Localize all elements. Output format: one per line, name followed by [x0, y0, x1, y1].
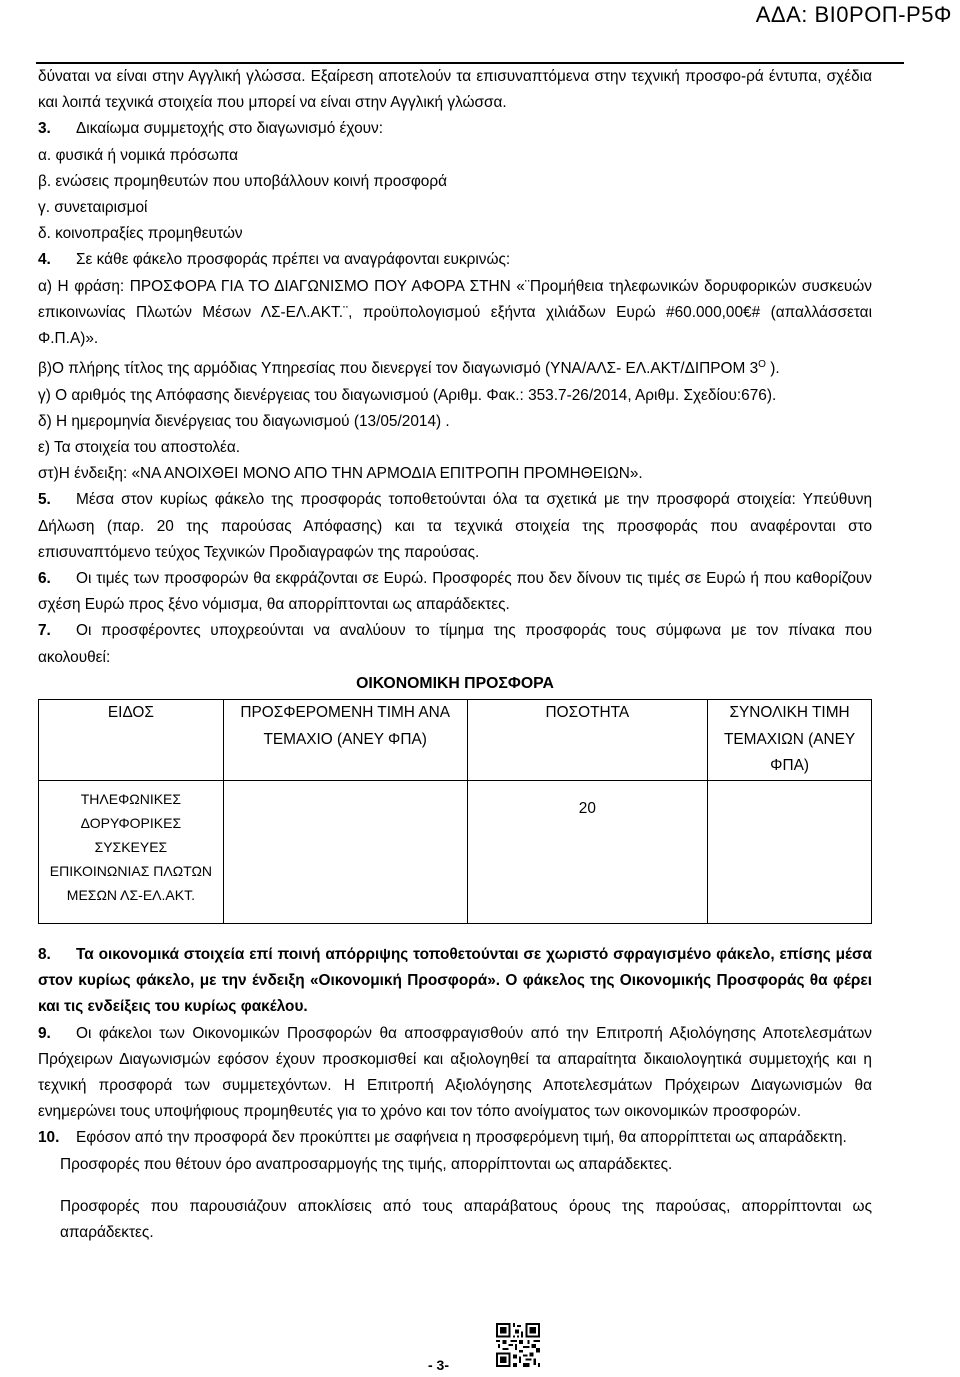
section-5: 5. Μέσα στον κυρίως φάκελο της προσφοράς τοποθετούνται όλα τα σχετικά με την προσφορά στοιχεία: Υπεύθυνη Δήλωση (παρ. 20 της παρούσας Απόφασης) και τα τεχνικά στοιχεία της προσφοράς που αναφέρονται στο επισυναπτόμενο τεύχος Τεχνικών Προδιαγραφών της παρούσας.	[38, 491, 872, 561]
section-10: 10. Εφόσον από την προσφορά δεν προκύπτει με σαφήνεια η προσφερόμενη τιμή, θα απορρίπτεται ως απαράδεκτη.	[38, 1129, 847, 1147]
section-3-item: α. φυσικά ή νομικά πρόσωπα	[38, 146, 239, 164]
section-4-e: ε) Τα στοιχεία του αποστολέα.	[38, 438, 241, 456]
section-3-item: δ. κοινοπραξίες προμηθευτών	[38, 225, 243, 243]
section-9: 9. Οι φάκελοι των Οικονομικών Προσφορών θα αποσφραγισθούν από την Επιτροπή Αξιολόγησης Αποτελεσμάτων Πρόχειρων Διαγωνισμών εφόσον έχουν προσκομισθεί και αξιολογηθεί τα απαραίτητα δικαιολογητικά συμμετοχής και η τεχνική προσφορά των συμμετεχόντων. Η Επιτροπή Αξιολόγησης Αποτελεσμάτων Πρόχειρων Διαγωνισμών θα ενημερώνει τους υποψήφιους προμηθευτές για το χρόνο και τον τόπο ανοίγματος των οικονομικών προσφορών.	[38, 1024, 872, 1121]
document-body	[38, 64, 872, 1246]
qr-code-icon	[496, 1323, 540, 1367]
section-7: 7. Οι προσφέροντες υποχρεούνται να αναλύουν το τίμημα της προσφοράς τους σύμφωνα με τον πίνακα που ακολουθεί:	[38, 622, 872, 666]
ada-header: ΑΔΑ: ΒΙ0ΡΟΠ-Ρ5Φ	[755, 2, 952, 27]
product-cell: ΤΗΛΕΦΩΝΙΚΕΣ ΔΟΡΥΦΟΡΙΚΕΣ ΣΥΣΚΕΥΕΣ ΕΠΙΚΟΙΝΩΝΙΑΣ ΠΛΩΤΩΝ ΜΕΣΩΝ ΛΣ-ΕΛ.ΑΚΤ.	[39, 781, 224, 924]
section-3-item: β. ενώσεις προμηθευτών που υποβάλλουν κοινή προσφορά	[38, 172, 448, 190]
section-4-a: α) Η φράση: ΠΡΟΣΦΟΡΑ ΓΙΑ ΤΟ ΔΙΑΓΩΝΙΣΜΟ ΠΟΥ ΑΦΟΡΑ ΣΤΗΝ «¨Προμήθεια τηλεφωνικών δορυφορικών συσκευών επικοινωνίας Πλωτών Μέσων ΛΣ-ΕΛ.ΑΚΤ.¨, προϋπολογισμού εξήντα χιλιάδων Ευρώ #60.000,00€# (απαλλάσσεται Φ.Π.Α)».	[38, 277, 872, 348]
section-4-b: β)Ο πλήρης τίτλος της αρμόδιας Υπηρεσίας που διενεργεί τον διαγωνισμό (ΥΝΑ/ΑΛΣ- ΕΛ.ΑΚΤ/ΔΙΠΡΟΜ $3^O$ ).	[38, 359, 780, 378]
section-8: 8. Τα οικονομικά στοιχεία επί ποινή απόρριψης τοποθετούνται σε χωριστό σφραγισμένο φάκελο, επίσης μέσα στον κυρίως φάκελο, με την ένδειξη «Οικονομική Προσφορά». Ο φάκελος της Οικονομικής Προσφοράς θα φέρει και τις ενδείξεις του κυρίως φακέλου.	[38, 946, 872, 1016]
table-row	[39, 781, 872, 924]
section-3-heading: 3. Δικαίωμα συμμετοχής στο διαγωνισμό έχουν:	[38, 120, 384, 138]
col-header: ΠΟΣΟΤΗΤΑ	[467, 700, 708, 781]
offer-table	[38, 699, 872, 924]
col-header: ΠΡΟΣΦΕΡΟΜΕΝΗ ΤΙΜΗ ΑΝΑ ΤΕΜΑΧΙΟ (ΑΝΕΥ ΦΠΑ)	[223, 700, 467, 781]
total-cell	[708, 781, 872, 924]
col-header: ΣΥΝΟΛΙΚΗ ΤΙΜΗ ΤΕΜΑΧΙΩΝ (ΑΝΕΥ ΦΠΑ)	[708, 700, 872, 781]
section-4-st: στ)Η ένδειξη: «ΝΑ ΑΝΟΙΧΘΕΙ ΜΟΝΟ ΑΠΟ ΤΗΝ ΑΡΜΟΔΙΑ ΕΠΙΤΡΟΠΗ ΠΡΟΜΗΘΕΙΩΝ».	[38, 465, 643, 483]
section-4-heading: 4. Σε κάθε φάκελο προσφοράς πρέπει να αναγράφονται ευκρινώς:	[38, 251, 511, 269]
section-3-item: γ. συνεταιρισμοί	[38, 199, 148, 217]
section-4-c: γ) Ο αριθμός της Απόφασης διενέργειας του διαγωνισμού (Αριθμ. Φακ.: 353.7-26/2014, Αριθμ. Σχεδίου:676).	[38, 386, 777, 404]
section-4-d: δ) Η ημερομηνία διενέργειας του διαγωνισμού (13/05/2014) .	[38, 412, 450, 430]
col-header: ΕΙΔΟΣ	[39, 700, 224, 781]
table-header-row	[39, 700, 872, 781]
table-caption: ΟΙΚΟΝΟΜΙΚΗ ΠΡΟΣΦΟΡΑ	[356, 674, 554, 692]
quantity-cell: 20	[467, 781, 708, 924]
price-cell	[223, 781, 467, 924]
section-10-p2: Προσφορές που θέτουν όρο αναπροσαρμογής της τιμής, απορρίπτονται ως απαράδεκτες.	[60, 1155, 673, 1173]
paragraph-language: δύναται να είναι στην Αγγλική γλώσσα. Εξαίρεση αποτελούν τα επισυναπτόμενα στην τεχνική προσφο-ρά έντυπα, σχέδια και λοιπά τεχνικά στοιχεία που μπορεί να είναι στην Αγγλική γλώσσα.	[38, 68, 872, 112]
page-number: - 3-	[428, 1357, 449, 1373]
section-10-p3: Προσφορές που παρουσιάζουν αποκλίσεις από τους απαράβατους όρους της παρούσας, απορρίπτονται ως απαράδεκτες.	[60, 1197, 872, 1242]
section-6: 6. Οι τιμές των προσφορών θα εκφράζονται σε Ευρώ. Προσφορές που δεν δίνουν τις τιμές σε Ευρώ ή που καθορίζουν σχέση Ευρώ προς ξένο νόμισμα, θα απορρίπτονται ως απαράδεκτες.	[38, 569, 872, 614]
